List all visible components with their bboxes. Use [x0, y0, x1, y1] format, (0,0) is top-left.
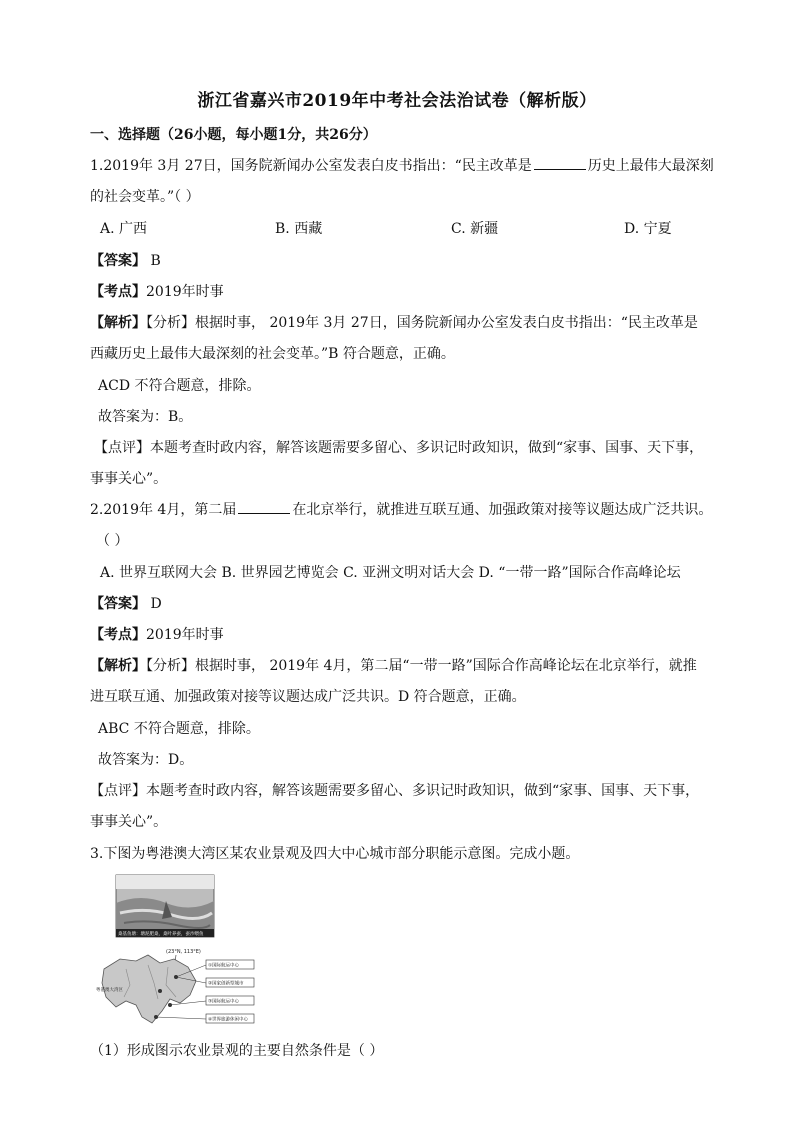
- q1-blank: [534, 157, 586, 170]
- q1-stem-part-b: 历史上最伟大最深刻: [587, 158, 714, 174]
- svg-text:④世界旅游休闲中心: ④世界旅游休闲中心: [208, 1017, 249, 1023]
- section-heading: 一、选择题（26小题，每小题1分，共26分）: [90, 127, 377, 143]
- q2-stem-part-a: 2.2019年 4月，第二届: [90, 502, 237, 518]
- q2-options: A. 世界互联网大会 B. 世界园艺博览会 C. 亚洲文明对话大会 D. “一带一路”国际合作高峰论坛: [100, 565, 681, 581]
- q1-point: [90, 281, 224, 301]
- q2-analysis-line1: [90, 655, 697, 675]
- q1-stem-part-a: 1.2019年 3月 27日，国务院新闻办公室发表白皮书指出：“民主改革是: [90, 158, 532, 174]
- q2-comment-line1: 【点评】本题考查时政内容，解答该题需要多留心、多识记时政知识，做到“家事、国事、天下事，: [90, 783, 700, 799]
- q1-analysis-line3: ACD 不符合题意，排除。: [98, 378, 261, 394]
- q2-analysis-text1: 【分析】根据时事， 2019年 4月，第二届“一带一路”国际合作高峰论坛在北京举行，就推: [146, 658, 697, 674]
- q1-point-value: 2019年时事: [146, 284, 224, 300]
- q1-stem-line2: 的社会变革。”（ ）: [90, 189, 200, 205]
- q1-answer: [90, 250, 161, 270]
- q1-analysis-line4: 故答案为：B。: [98, 409, 193, 425]
- q1-option-d: D. 宁夏: [624, 221, 672, 237]
- q3-figure: [96, 873, 256, 1031]
- photo-caption: 桑基鱼塘：塘泥肥桑，桑叶养蚕，蚕沙喂鱼: [118, 932, 204, 937]
- q1-option-a: A. 广西: [100, 221, 148, 237]
- svg-text:②国家创新型城市: ②国家创新型城市: [208, 981, 244, 987]
- q1-analysis-line1: [90, 312, 698, 332]
- q2-stem-part-b: 在北京举行，就推进互联互通、加强政策对接等议题达成广泛共识。: [292, 502, 713, 518]
- q2-analysis-tag: 【解析】: [90, 658, 146, 674]
- q2-stem-line1: [90, 499, 712, 519]
- map-label-2: [206, 978, 254, 987]
- q2-point: [90, 624, 224, 644]
- q3-stem: 3.下图为粤港澳大湾区某农业景观及四大中心城市部分职能示意图。完成小题。: [90, 846, 580, 862]
- q2-analysis-line4: 故答案为：D。: [98, 752, 194, 768]
- q1-option-c: C. 新疆: [451, 221, 499, 237]
- q2-point-value: 2019年时事: [146, 627, 224, 643]
- q1-stem-line1: [90, 155, 714, 175]
- q3-sub-question-1: （1）形成图示农业景观的主要自然条件是（ ）: [90, 1043, 384, 1059]
- q2-answer: [90, 593, 162, 613]
- q1-analysis-line2: 西藏历史上最伟大最深刻的社会变革。”B 符合题意，正确。: [90, 346, 455, 362]
- q1-option-b: B. 西藏: [275, 221, 323, 237]
- map-label-1: [206, 960, 254, 969]
- q1-answer-tag: 【答案】: [90, 253, 146, 269]
- q1-analysis-text1: 【分析】根据时事， 2019年 3月 27日，国务院新闻办公室发表白皮书指出：“民主改革是: [146, 315, 698, 331]
- q2-stem-line2: （ ）: [96, 533, 129, 549]
- q2-analysis-line3: ABC 不符合题意，排除。: [98, 721, 260, 737]
- svg-text:③国际航运中心: ③国际航运中心: [208, 999, 240, 1005]
- q2-answer-value: D: [150, 596, 162, 612]
- q1-comment-line1: 【点评】本题考查时政内容，解答该题需要多留心、多识记时政知识，做到“家事、国事、天下事，: [94, 440, 704, 456]
- q2-point-tag: 【考点】: [90, 627, 146, 643]
- q1-answer-value: B: [150, 253, 161, 269]
- q2-analysis-line2: 进互联互通、加强政策对接等议题达成广泛共识。D 符合题意，正确。: [90, 689, 526, 705]
- q1-point-tag: 【考点】: [90, 284, 146, 300]
- coord-label: (23°N, 113°E): [166, 949, 201, 955]
- page-title: 浙江省嘉兴市2019年中考社会法治试卷（解析版）: [197, 91, 597, 111]
- q2-blank: [238, 501, 290, 514]
- q1-comment-line2: 事事关心”。: [90, 471, 168, 487]
- map-left-label: 粤港澳大湾区: [96, 988, 123, 993]
- map-label-3: [206, 996, 254, 1005]
- q2-answer-tag: 【答案】: [90, 596, 146, 612]
- map-label-4: [206, 1014, 254, 1023]
- farm-landscape-photo: [116, 875, 214, 937]
- svg-text:①国际航运中心: ①国际航运中心: [208, 963, 240, 969]
- q1-analysis-tag: 【解析】: [90, 315, 146, 331]
- q2-comment-line2: 事事关心”。: [90, 814, 168, 830]
